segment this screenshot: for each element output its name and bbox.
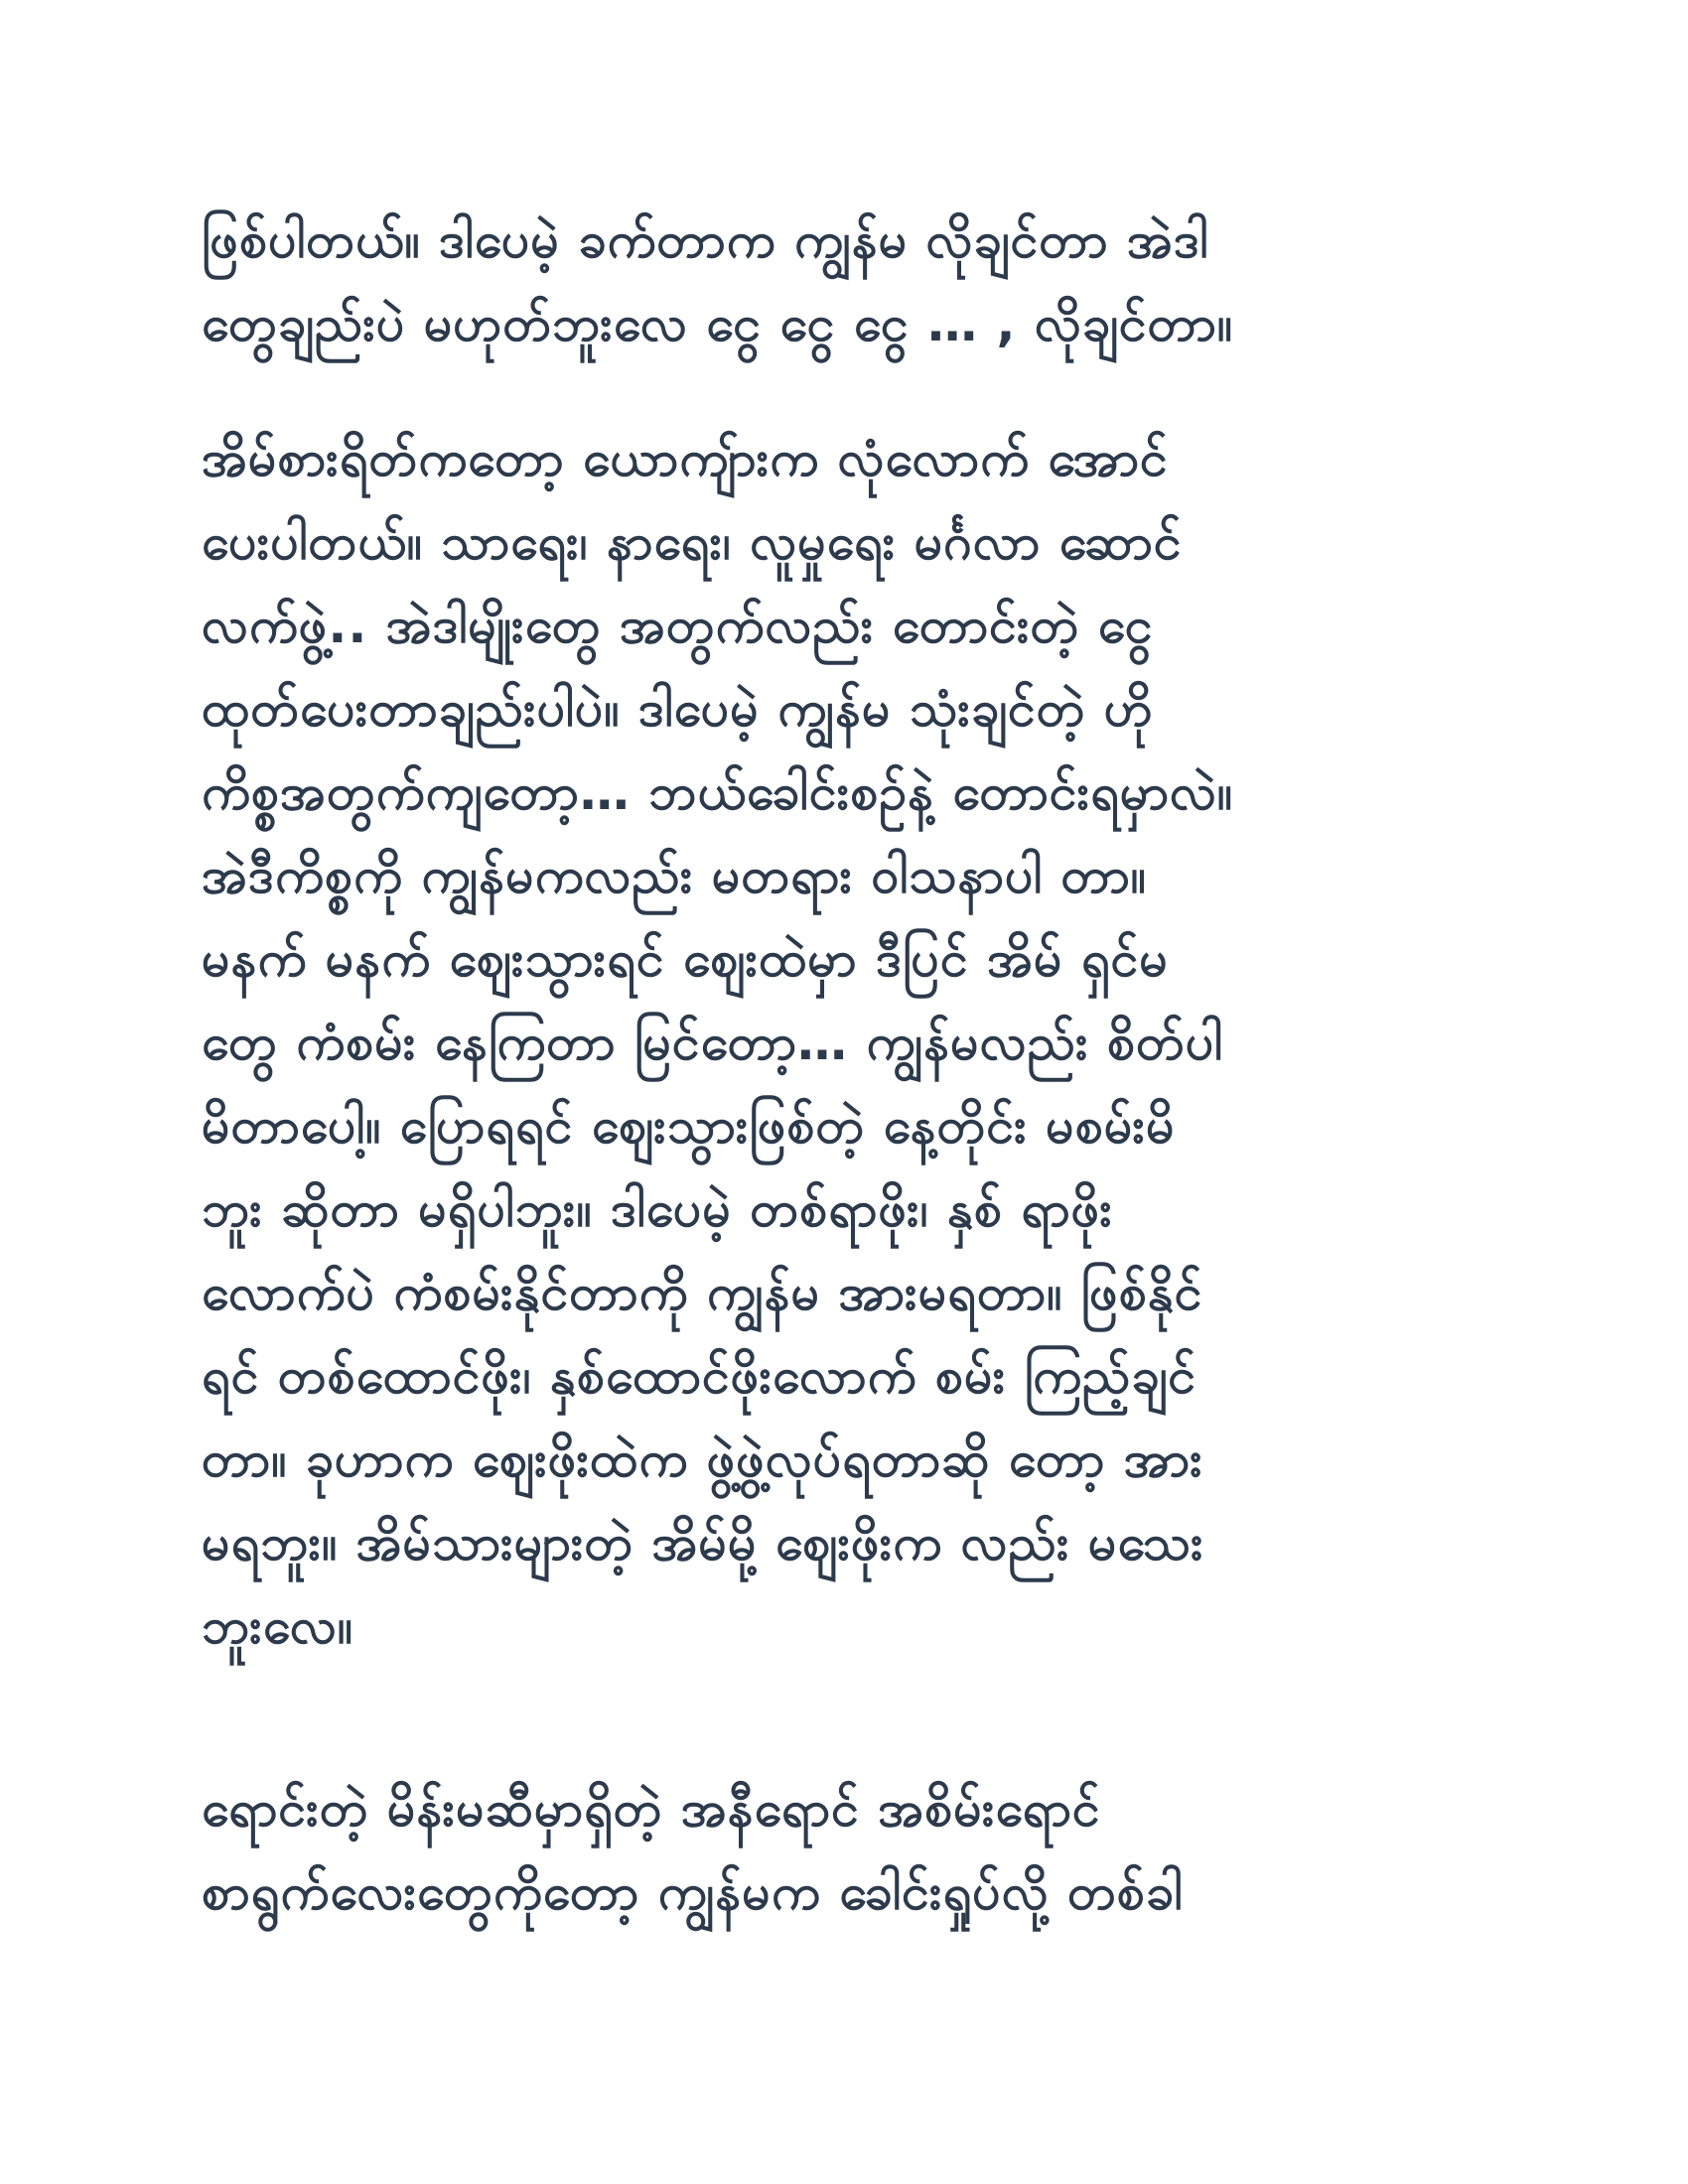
text-line: မရဘူး။ အိမ်သားများတဲ့ အိမ်မို့ ဈေးဖိုးက လည်း မသေး (202, 1514, 1204, 1571)
text-line: မနက် မနက် ဈေးသွားရင် ဈေးထဲမှာ ဒီပြင် အိမ် ရှင်မ (202, 930, 1169, 988)
text-line: လောက်ပဲ ကံစမ်းနိုင်တာကို ကျွန်မ အားမရတာ။ ဖြစ်နိုင် (202, 1264, 1203, 1321)
text-line: အိမ်စားရိတ်ကတော့ ယောကျ်ားက လုံလောက် အောင် (202, 430, 1169, 487)
text-line: တွေ ကံစမ်း နေကြတာ မြင်တော့… ကျွန်မလည်း စိတ်ပါ (202, 1014, 1224, 1071)
text-line: ကိစ္စအတွက်ကျတော့… ဘယ်ခေါင်းစဉ်နဲ့ တောင်းရမှာလဲ။ (202, 763, 1234, 821)
text-line: ဘူး ဆိုတာ မရှိပါဘူး။ ဒါပေမဲ့ တစ်ရာဖိုး၊ နှစ် ရာဖိုး (202, 1180, 1113, 1238)
text-line: တွေချည်းပဲ မဟုတ်ဘူးလေ ငွေ ငွေ ငွေ … , လိုချင်တာ။ (202, 295, 1233, 352)
text-line: ဖြစ်ပါတယ်။ ဒါပေမဲ့ ခက်တာက ကျွန်မ လိုချင်တာ အဲဒါ (202, 211, 1209, 269)
text-line: ရင် တစ်ထောင်ဖိုး၊ နှစ်ထောင်ဖိုးလောက် စမ်း ကြည့်ချင် (202, 1347, 1197, 1405)
text-line: ဘူးလေ။ (202, 1597, 353, 1655)
text-line: ရောင်းတဲ့ မိန်းမဆီမှာရှိတဲ့ အနီရောင် အစိမ်းရောင် (202, 1780, 1101, 1838)
text-line: ထုတ်ပေးတာချည်းပါပဲ။ ဒါပေမဲ့ ကျွန်မ သုံးချင်တဲ့ ဟို (202, 680, 1154, 738)
text-line: လက်ဖွဲ့.. အဲဒါမျိုးတွေ အတွက်လည်း တောင်းတဲ့ ငွေ (202, 597, 1154, 654)
text-line: စာရွက်လေးတွေကိုတော့ ကျွန်မက ခေါင်းရှုပ်လို့ တစ်ခါ (202, 1863, 1184, 1921)
text-line: မိတာပေါ့။ ပြောရရင် ဈေးသွားဖြစ်တဲ့ နေ့တိုင်း မစမ်းမိ (202, 1097, 1176, 1155)
text-line: ပေးပါတယ်။ သာရေး၊ နာရေး၊ လူမှုရေး မင်္ဂလာ ဆောင် (202, 513, 1183, 571)
text-line: တာ။ ခုဟာက ဈေးဖိုးထဲက ဖွဲ့ဖွဲ့လုပ်ရတာဆို တော့ အား (202, 1431, 1203, 1488)
text-line: အဲဒီကိစ္စကို ကျွန်မကလည်း မတရား ဝါသနာပါ တာ။ (202, 847, 1147, 904)
